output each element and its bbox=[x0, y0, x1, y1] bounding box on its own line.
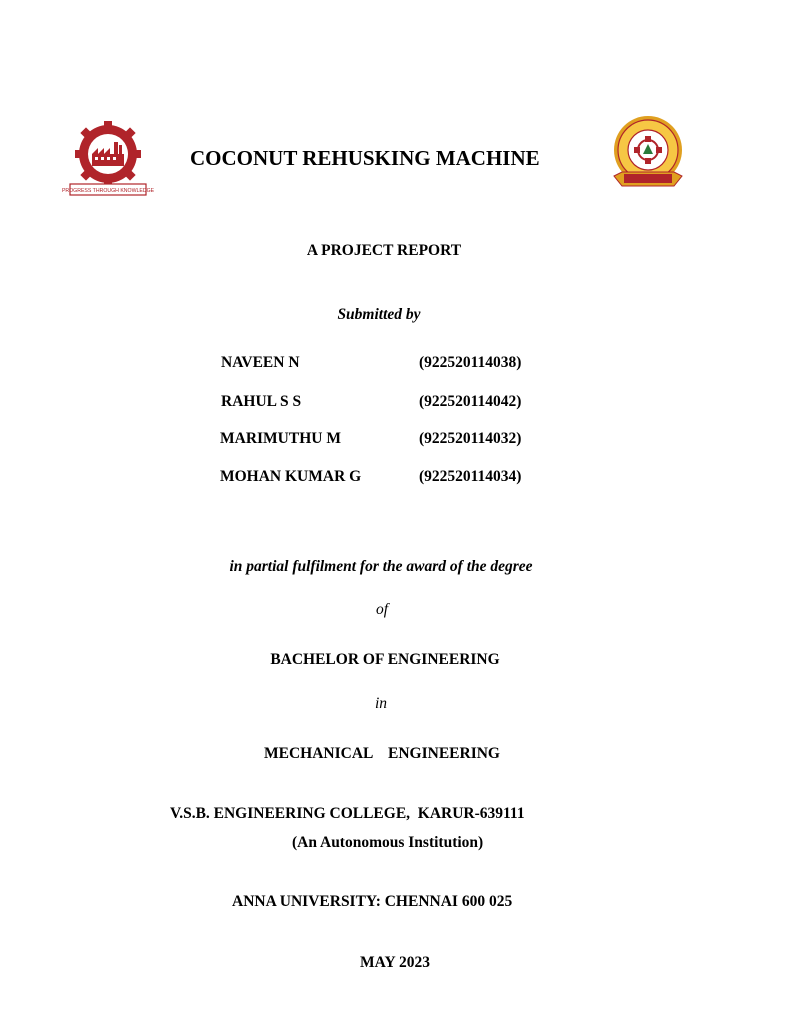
college-status: (An Autonomous Institution) bbox=[292, 834, 484, 851]
fulfilment-statement: in partial fulfilment for the award of the degree bbox=[229, 558, 533, 575]
member-name: NAVEEN N bbox=[221, 354, 300, 371]
anna-university-logo-icon bbox=[61, 120, 155, 198]
project-title: COCONUT REHUSKING MACHINE bbox=[190, 146, 540, 170]
member-register-number: (922520114042) bbox=[419, 393, 522, 410]
degree-name: BACHELOR OF ENGINEERING bbox=[270, 651, 500, 668]
member-name: MOHAN KUMAR G bbox=[220, 468, 362, 485]
submitted-by-label: Submitted by bbox=[337, 306, 421, 323]
member-register-number: (922520114038) bbox=[419, 354, 522, 371]
member-register-number: (922520114032) bbox=[419, 430, 522, 447]
anna-university-motto: PROGRESS THROUGH KNOWLEDGE bbox=[61, 188, 155, 194]
university-name: ANNA UNIVERSITY: CHENNAI 600 025 bbox=[232, 893, 513, 910]
report-type: A PROJECT REPORT bbox=[306, 242, 462, 259]
member-register-number: (922520114034) bbox=[419, 468, 522, 485]
submission-date: MAY 2023 bbox=[360, 954, 430, 971]
member-name: RAHUL S S bbox=[221, 393, 302, 410]
branch-name: MECHANICAL ENGINEERING bbox=[264, 745, 500, 762]
of-label: of bbox=[375, 601, 389, 618]
college-name: V.S.B. ENGINEERING COLLEGE, KARUR-639111 bbox=[170, 805, 525, 822]
in-label: in bbox=[374, 695, 388, 712]
vsb-college-logo-icon bbox=[608, 114, 688, 194]
member-name: MARIMUTHU M bbox=[220, 430, 341, 447]
